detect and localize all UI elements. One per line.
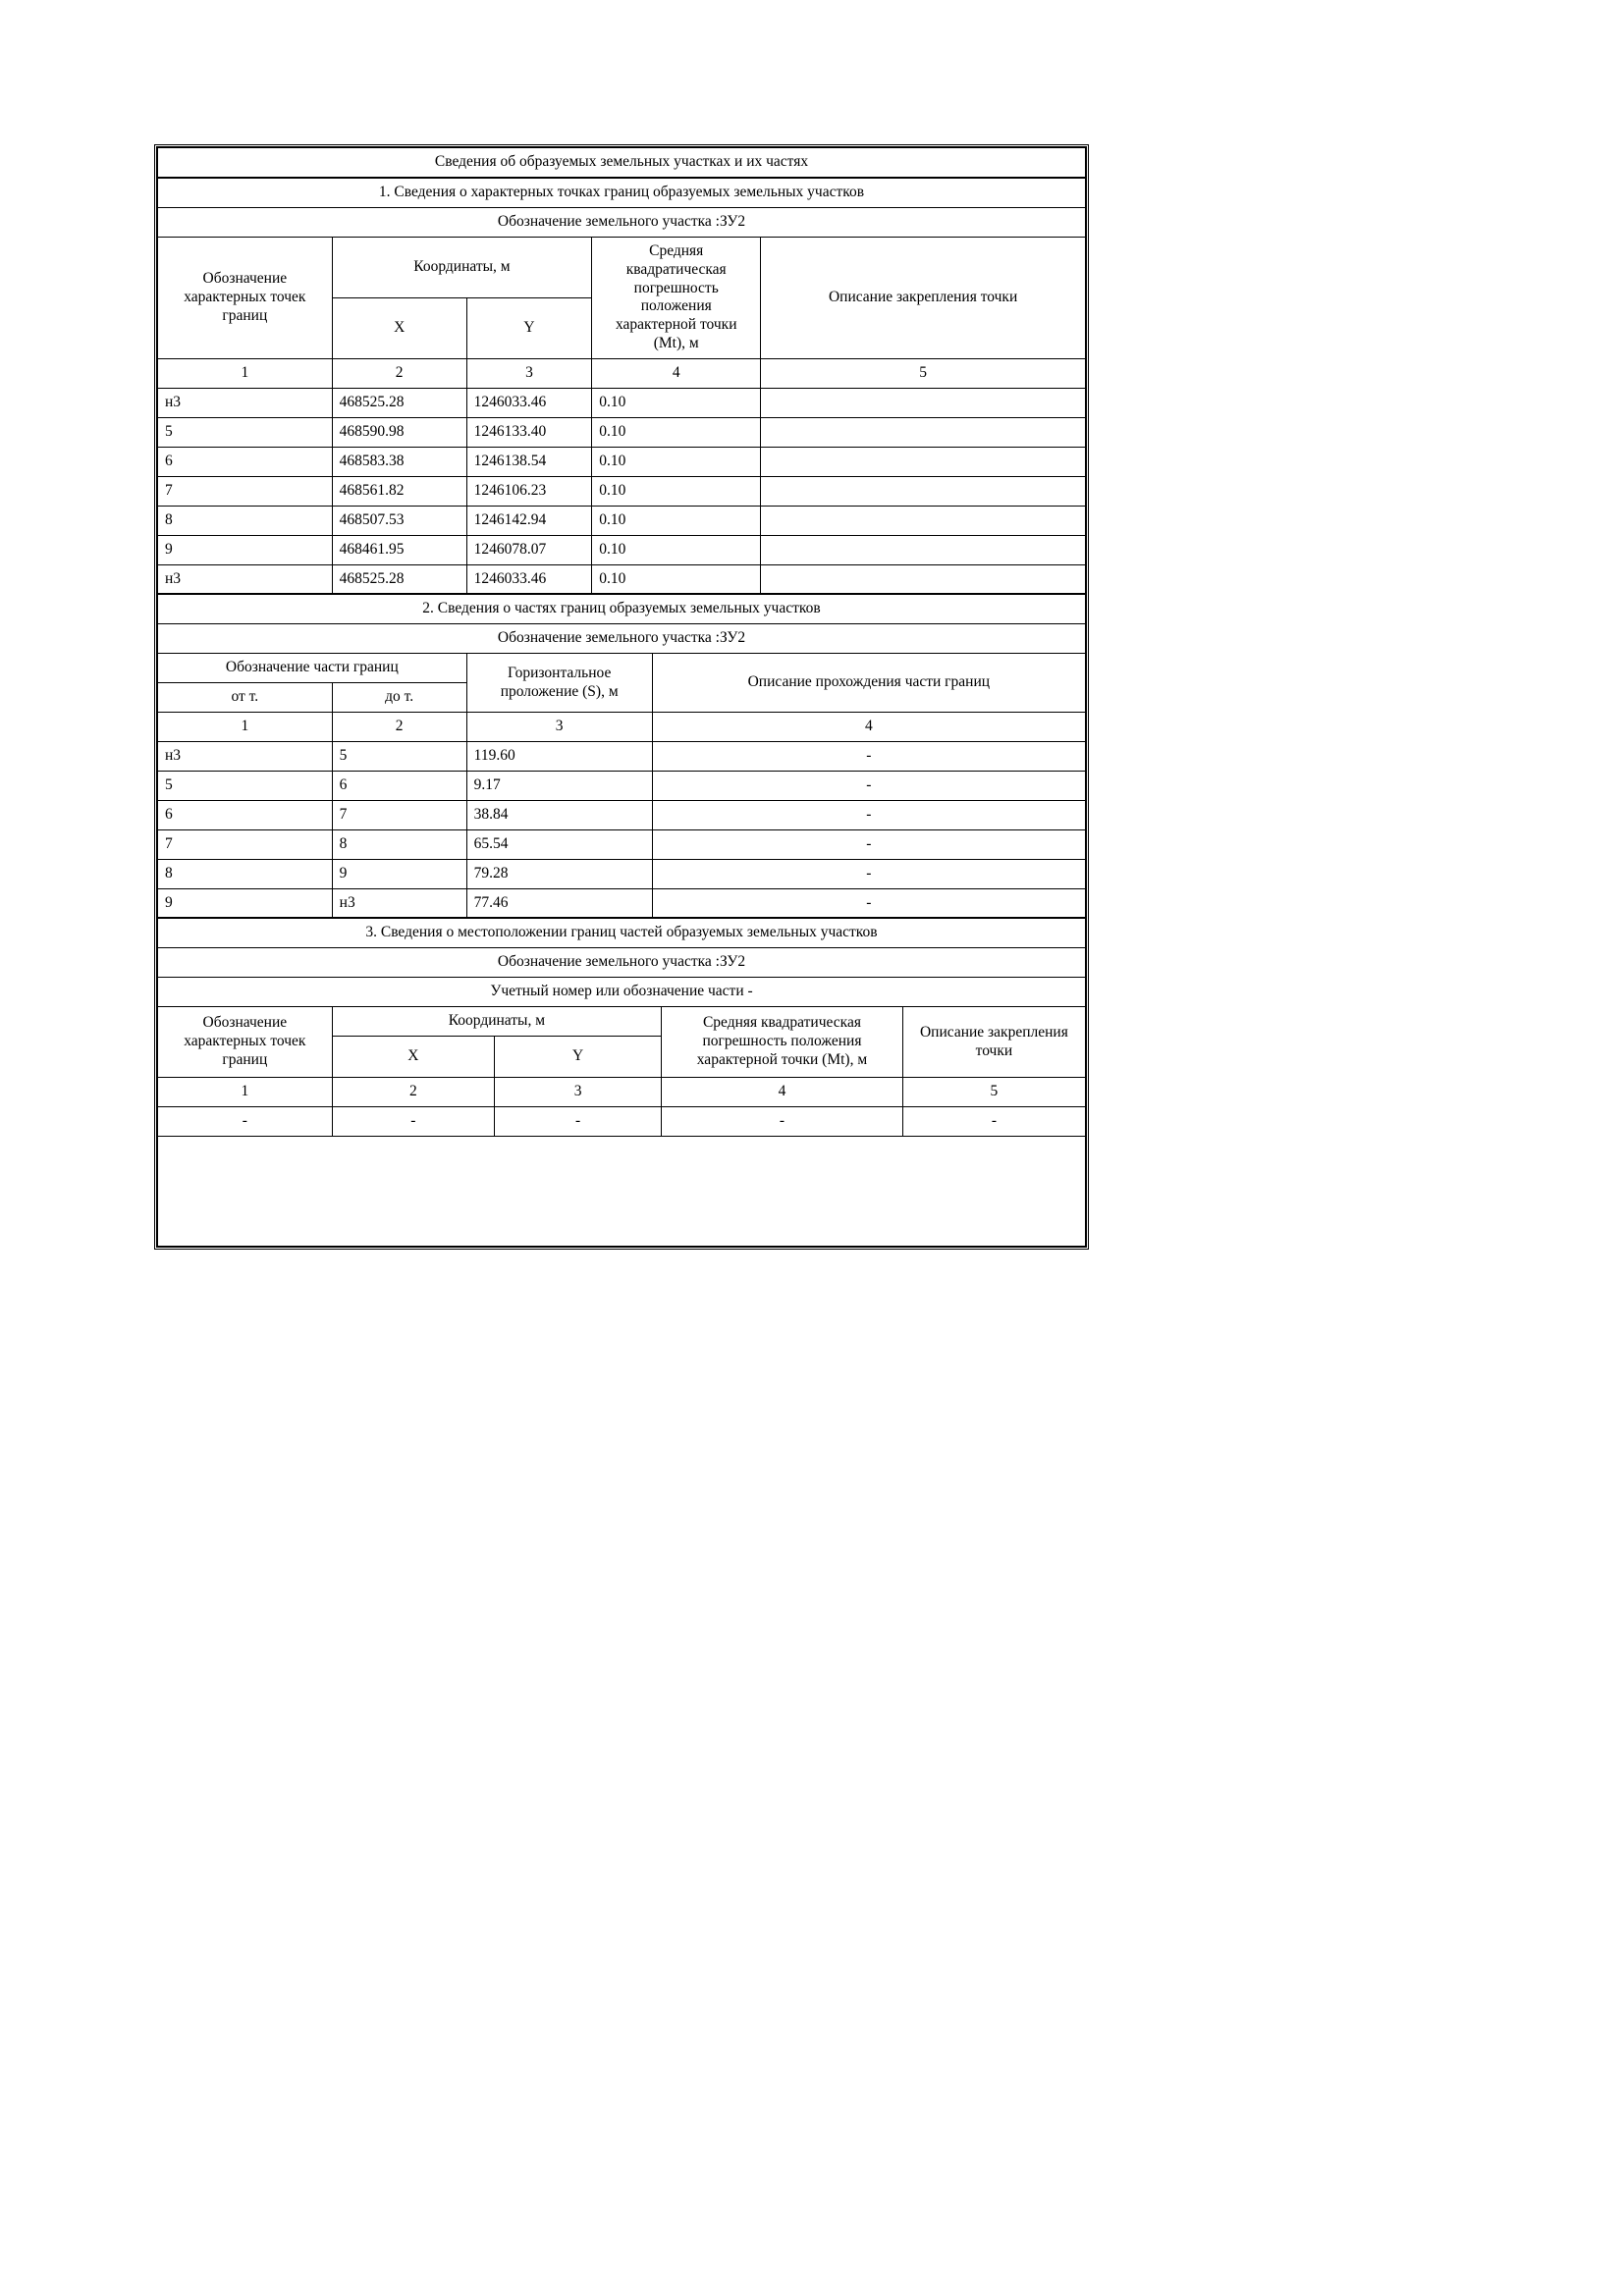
- section-2-colnum-1: 1: [158, 713, 333, 742]
- section-1-column-numbers-row: [158, 359, 1086, 389]
- section-3-heading-row: [158, 919, 1086, 948]
- document-footer-space: [158, 1136, 1086, 1246]
- cell-point: 6: [158, 447, 333, 476]
- section-3-header-x: X: [332, 1037, 494, 1078]
- cell-x: 468525.28: [332, 389, 466, 418]
- cell-desc: [761, 447, 1086, 476]
- cell-mt: 0.10: [592, 564, 761, 594]
- section-1-parcel-label: Обозначение земельного участка :ЗУ2: [158, 207, 1086, 237]
- section-3-parcel-label: Обозначение земельного участка :ЗУ2: [158, 948, 1086, 978]
- cell-desc: -: [652, 859, 1085, 888]
- cell-desc: -: [902, 1107, 1085, 1137]
- section-2-header-description: Описание прохождения части границ: [652, 654, 1085, 713]
- table-row: [158, 389, 1086, 418]
- section-1-header-x: X: [332, 298, 466, 359]
- cell-to: 6: [332, 771, 466, 800]
- section-3-header-coordinates: Координаты, м: [332, 1007, 661, 1037]
- cell-s: 79.28: [466, 859, 652, 888]
- section-1-header-row-1: [158, 237, 1086, 297]
- table-row: [158, 800, 1086, 829]
- page-title: Сведения об образуемых земельных участках и их частях: [158, 148, 1086, 178]
- section-3-column-numbers-row: [158, 1078, 1086, 1107]
- cell-point: 7: [158, 476, 333, 506]
- cell-y: 1246133.40: [466, 417, 592, 447]
- cell-desc: [761, 506, 1086, 535]
- cell-mt: -: [662, 1107, 903, 1137]
- cell-point: 9: [158, 535, 333, 564]
- table-row: [158, 506, 1086, 535]
- cell-from: 6: [158, 800, 333, 829]
- cell-from: н3: [158, 742, 333, 772]
- section-2-header-from: от т.: [158, 683, 333, 713]
- section-1-header-coordinates: Координаты, м: [332, 237, 592, 297]
- cell-point: н3: [158, 564, 333, 594]
- section-3-table: [157, 918, 1086, 1246]
- document-title-row: [158, 148, 1086, 178]
- table-row: [158, 535, 1086, 564]
- section-2-parcel-label: Обозначение земельного участка :ЗУ2: [158, 624, 1086, 654]
- section-2-heading: 2. Сведения о частях границ образуемых земельных участков: [158, 595, 1086, 624]
- cell-point: 8: [158, 506, 333, 535]
- cell-y: 1246033.46: [466, 564, 592, 594]
- section-1-header-description: Описание закрепления точки: [761, 237, 1086, 358]
- cell-mt: 0.10: [592, 506, 761, 535]
- table-row: [158, 417, 1086, 447]
- cell-from: 7: [158, 829, 333, 859]
- cell-mt: 0.10: [592, 417, 761, 447]
- section-2-header-horizontal: Горизонтальное проложение (S), м: [466, 654, 652, 713]
- cell-y: 1246033.46: [466, 389, 592, 418]
- section-3-header-row-1: [158, 1007, 1086, 1037]
- cell-mt: 0.10: [592, 447, 761, 476]
- cell-desc: [761, 535, 1086, 564]
- cell-y: 1246142.94: [466, 506, 592, 535]
- section-2-header-to: до т.: [332, 683, 466, 713]
- section-3-colnum-5: 5: [902, 1078, 1085, 1107]
- cell-point: 5: [158, 417, 333, 447]
- section-3-part-label: Учетный номер или обозначение части -: [158, 978, 1086, 1007]
- table-row: [158, 1107, 1086, 1137]
- section-1-colnum-2: 2: [332, 359, 466, 389]
- cell-s: 65.54: [466, 829, 652, 859]
- section-2-colnum-4: 4: [652, 713, 1085, 742]
- cell-s: 9.17: [466, 771, 652, 800]
- cell-desc: -: [652, 771, 1085, 800]
- section-1-colnum-4: 4: [592, 359, 761, 389]
- table-row: [158, 888, 1086, 918]
- section-3-header-mt: Средняя квадратическая погрешность положения характерной точки (Mt), м: [662, 1007, 903, 1078]
- cell-desc: [761, 564, 1086, 594]
- cell-y: -: [495, 1107, 662, 1137]
- cell-x: -: [332, 1107, 494, 1137]
- section-2-colnum-3: 3: [466, 713, 652, 742]
- document-title-table: [157, 147, 1086, 178]
- cell-to: н3: [332, 888, 466, 918]
- cell-point: -: [158, 1107, 333, 1137]
- section-3-header-point-designation: Обозначение характерных точек границ: [158, 1007, 333, 1078]
- section-2-header-border-part: Обозначение части границ: [158, 654, 467, 683]
- cell-from: 8: [158, 859, 333, 888]
- section-2-colnum-2: 2: [332, 713, 466, 742]
- cell-desc: -: [652, 800, 1085, 829]
- table-row: [158, 564, 1086, 594]
- section-1-colnum-3: 3: [466, 359, 592, 389]
- section-3-colnum-2: 2: [332, 1078, 494, 1107]
- cell-to: 7: [332, 800, 466, 829]
- table-row: [158, 476, 1086, 506]
- section-1-header-point-designation: Обозначение характерных точек границ: [158, 237, 333, 358]
- table-row: [158, 742, 1086, 772]
- table-row: [158, 859, 1086, 888]
- cell-desc: [761, 476, 1086, 506]
- cell-x: 468525.28: [332, 564, 466, 594]
- cell-y: 1246106.23: [466, 476, 592, 506]
- cell-desc: -: [652, 829, 1085, 859]
- section-1-table: [157, 178, 1086, 595]
- section-2-column-numbers-row: [158, 713, 1086, 742]
- cell-y: 1246078.07: [466, 535, 592, 564]
- section-2-table: [157, 594, 1086, 918]
- cell-mt: 0.10: [592, 476, 761, 506]
- section-1-heading: 1. Сведения о характерных точках границ образуемых земельных участков: [158, 178, 1086, 207]
- cell-x: 468590.98: [332, 417, 466, 447]
- section-3-parcel-row: [158, 948, 1086, 978]
- section-3-header-y: Y: [495, 1037, 662, 1078]
- section-3-colnum-4: 4: [662, 1078, 903, 1107]
- cell-from: 9: [158, 888, 333, 918]
- section-1-heading-row: [158, 178, 1086, 207]
- section-3-heading: 3. Сведения о местоположении границ частей образуемых земельных участков: [158, 919, 1086, 948]
- cell-mt: 0.10: [592, 389, 761, 418]
- cell-s: 119.60: [466, 742, 652, 772]
- cell-x: 468461.95: [332, 535, 466, 564]
- cell-s: 77.46: [466, 888, 652, 918]
- section-3-part-row: [158, 978, 1086, 1007]
- cell-desc: [761, 389, 1086, 418]
- section-3-header-description: Описание закрепления точки: [902, 1007, 1085, 1078]
- cell-desc: [761, 417, 1086, 447]
- section-3-colnum-3: 3: [495, 1078, 662, 1107]
- document-frame: [154, 144, 1089, 1250]
- table-row: [158, 447, 1086, 476]
- cell-y: 1246138.54: [466, 447, 592, 476]
- cell-to: 9: [332, 859, 466, 888]
- table-row: [158, 771, 1086, 800]
- cell-to: 8: [332, 829, 466, 859]
- section-1-colnum-5: 5: [761, 359, 1086, 389]
- cell-desc: -: [652, 742, 1085, 772]
- section-1-parcel-row: [158, 207, 1086, 237]
- cell-desc: -: [652, 888, 1085, 918]
- section-1-header-y: Y: [466, 298, 592, 359]
- table-row: [158, 829, 1086, 859]
- section-1-header-mt: Средняя квадратическая погрешность положения характерной точки (Mt), м: [592, 237, 761, 358]
- cell-from: 5: [158, 771, 333, 800]
- section-3-colnum-1: 1: [158, 1078, 333, 1107]
- section-2-parcel-row: [158, 624, 1086, 654]
- cell-s: 38.84: [466, 800, 652, 829]
- cell-point: н3: [158, 389, 333, 418]
- cell-x: 468583.38: [332, 447, 466, 476]
- section-2-header-row-1: [158, 654, 1086, 683]
- section-1-colnum-1: 1: [158, 359, 333, 389]
- cell-to: 5: [332, 742, 466, 772]
- cell-mt: 0.10: [592, 535, 761, 564]
- section-2-heading-row: [158, 595, 1086, 624]
- cell-x: 468507.53: [332, 506, 466, 535]
- cell-x: 468561.82: [332, 476, 466, 506]
